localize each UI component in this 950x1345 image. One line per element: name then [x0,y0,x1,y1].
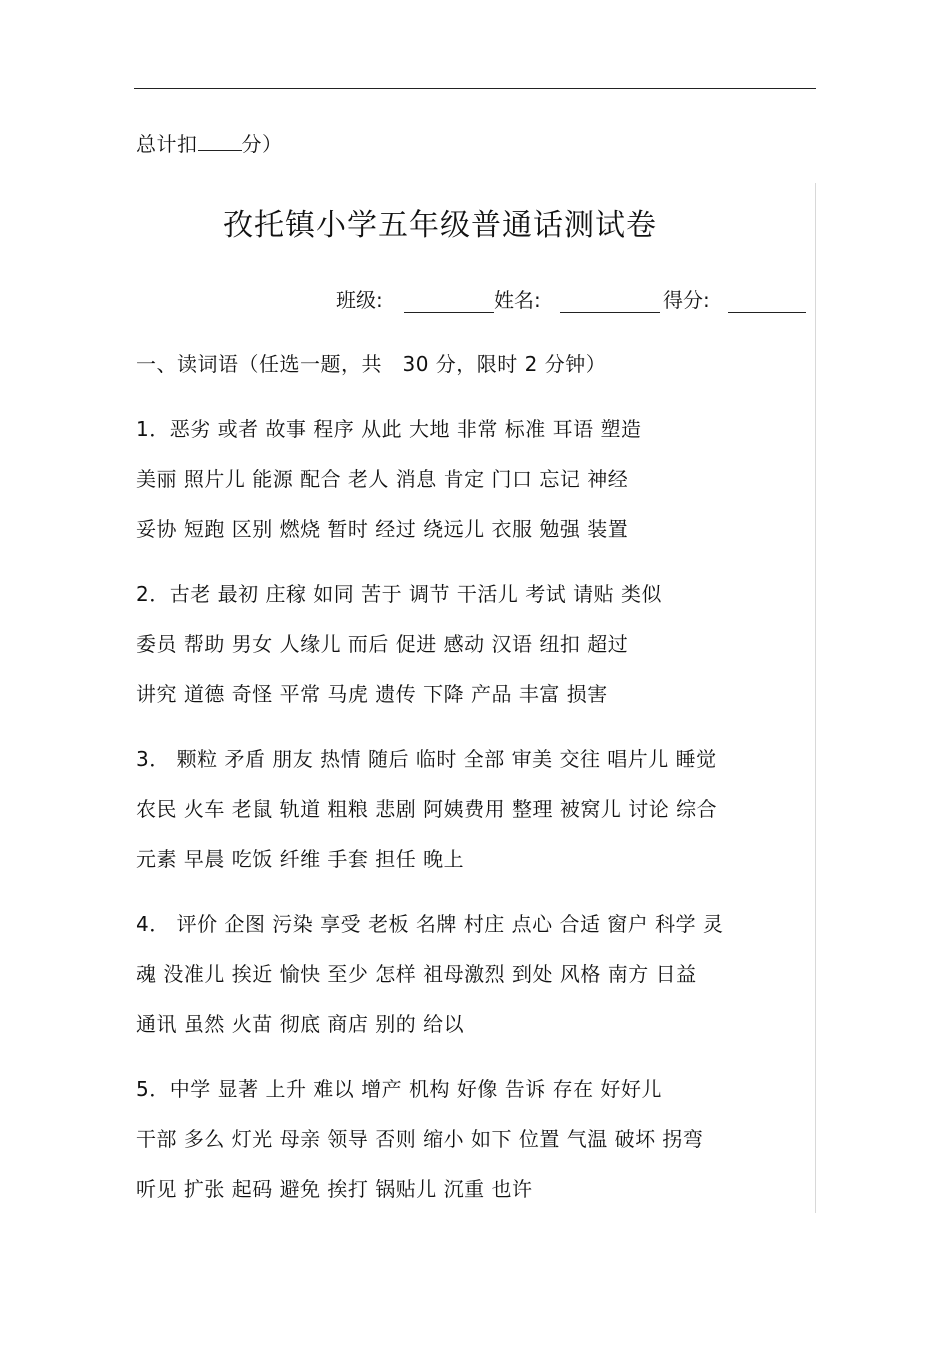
name-blank [560,312,660,313]
word-line-1: 1．恶劣 或者 故事 程序 从此 大地 非常 标准 耳语 塑造 [136,417,642,441]
word-line-14: 干部 多么 灯光 母亲 领导 否则 缩小 如下 位置 气温 破坏 拐弯 [136,1127,704,1151]
word-line-12: 通讯 虽然 火苗 彻底 商店 别的 给以 [136,1012,465,1036]
top-rule [134,88,816,89]
page-title: 孜托镇小学五年级普通话测试卷 [223,208,657,243]
class-label: 班级: [336,288,383,312]
deduct-total-line [136,131,283,157]
right-margin-rule [815,183,816,1213]
word-line-10: 4． 评价 企图 污染 享受 老板 名牌 村庄 点心 合适 窗户 科学 灵 [136,912,724,936]
word-line-13: 5．中学 显著 上升 难以 增产 机构 好像 告诉 存在 好好儿 [136,1077,662,1101]
word-line-11: 魂 没准儿 挨近 愉快 至少 怎样 祖母激烈 到处 风格 南方 日益 [136,962,697,986]
deduct-blank [198,132,242,151]
word-line-8: 农民 火车 老鼠 轨道 粗粮 悲剧 阿姨费用 整理 被窝儿 讨论 综合 [136,797,718,821]
word-line-5: 委员 帮助 男女 人缘儿 而后 促进 感动 汉语 纽扣 超过 [136,632,629,656]
score-label: 得分: [663,288,710,312]
score-blank [728,312,806,313]
word-line-15: 听见 扩张 起码 避免 挨打 锅贴儿 沉重 也许 [136,1177,533,1201]
word-line-3: 妥协 短跑 区别 燃烧 暂时 经过 绕远儿 衣服 勉强 装置 [136,517,629,541]
word-line-4: 2．古老 最初 庄稼 如同 苦于 调节 干活儿 考试 请贴 类似 [136,582,662,606]
deduct-prefix: 总计扣 [136,132,198,156]
word-line-2: 美丽 照片儿 能源 配合 老人 消息 肯定 门口 忘记 神经 [136,467,629,491]
section-heading: 一、读词语（任选一题，共 30 分，限时 2 分钟） [136,352,607,376]
deduct-suffix: 分） [241,132,283,156]
class-blank [404,312,494,313]
word-line-9: 元素 早晨 吃饭 纤维 手套 担任 晚上 [136,847,465,871]
word-line-7: 3． 颗粒 矛盾 朋友 热情 随后 临时 全部 审美 交往 唱片儿 睡觉 [136,747,717,771]
name-label: 姓名: [494,288,541,312]
word-line-6: 讲究 道德 奇怪 平常 马虎 遗传 下降 产品 丰富 损害 [136,682,608,706]
